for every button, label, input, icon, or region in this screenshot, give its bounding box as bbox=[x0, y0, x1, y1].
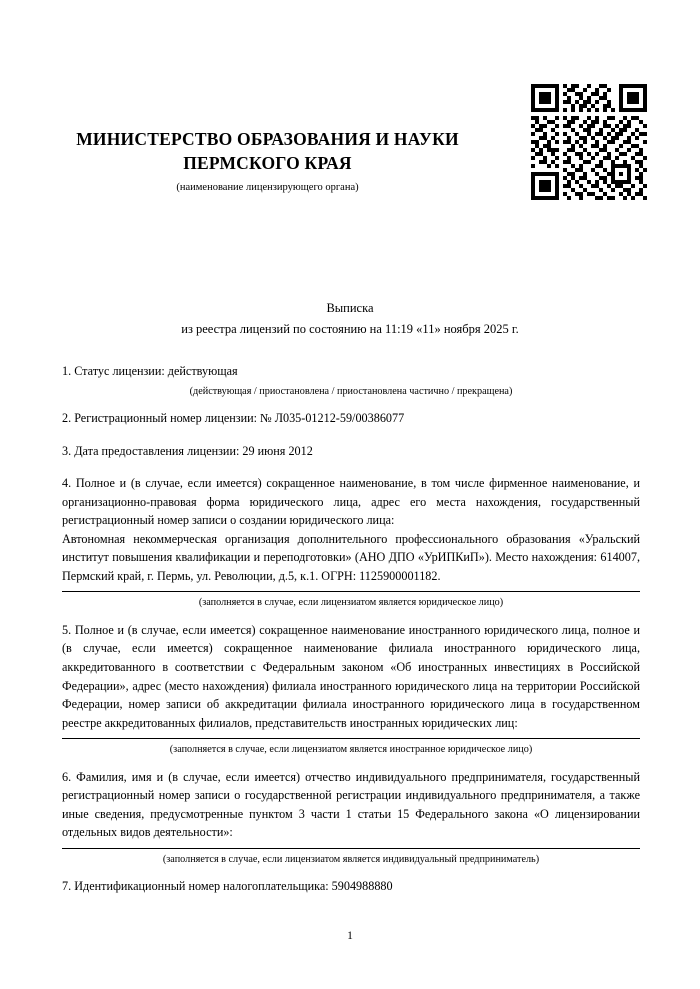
item-7 bbox=[62, 877, 640, 896]
qr-code-icon bbox=[531, 84, 647, 200]
item-5 bbox=[62, 621, 640, 758]
ministry-title-line2: ПЕРМСКОГО КРАЯ bbox=[183, 152, 352, 173]
item-5-divider bbox=[62, 738, 640, 739]
document-body bbox=[62, 362, 640, 902]
item-5-note: (заполняется в случае, если лицензиатом является иностранное юридическое лицо) bbox=[169, 744, 533, 756]
item-4 bbox=[62, 474, 640, 611]
ministry-title-line1: МИНИСТЕРСТВО ОБРАЗОВАНИЯ И НАУКИ bbox=[76, 129, 459, 149]
document-title-block bbox=[60, 298, 640, 341]
item-4-note: (заполняется в случае, если лицензиатом является юридическое лицо) bbox=[198, 597, 504, 609]
item-1 bbox=[62, 362, 640, 399]
page-number: 1 bbox=[347, 930, 353, 942]
item-5-text: 5. Полное и (в случае, если имеется) сокращенное наименование иностранного юридического лица, полное и (в случае, если имеется) сокращенное наименование филиала иностранного юридического лица, аккредитованного в соответствии с Федеральным законом «Об иностранных инвестициях в Российской Федерации», адрес (место нахождения) филиала иностранного юридического лица на территории Российской Федерации, номер записи об аккредитации филиала иностранного юридического лица в государственном реестре аккредитованных филиалов, представительств иностранных юридических лиц: bbox=[62, 622, 640, 730]
item-1-note: (действующая / приостановлена / приостановлена частично / прекращена) bbox=[189, 385, 513, 397]
item-4-divider bbox=[62, 591, 640, 592]
item-6-text: 6. Фамилия, имя и (в случае, если имеется) отчество индивидуального предпринимателя, государственный регистрационный номер записи о государственной регистрации индивидуального предпринимателя, а также иные сведения, предусмотренные пунктом 3 части 1 статьи 15 Федерального закона «О лицензировании отдельных видов деятельности»: bbox=[62, 769, 640, 840]
document-header bbox=[40, 128, 495, 193]
item-6-divider bbox=[62, 848, 640, 849]
item-3-text: 3. Дата предоставления лицензии: 29 июня 2012 bbox=[62, 443, 313, 458]
item-6 bbox=[62, 768, 640, 868]
item-2 bbox=[62, 409, 640, 428]
item-7-text: 7. Идентификационный номер налогоплательщика: 5904988880 bbox=[62, 879, 393, 894]
item-3 bbox=[62, 442, 640, 461]
document-subtitle: из реестра лицензий по состоянию на 11:19 «11» ноября 2025 г. bbox=[181, 322, 519, 337]
item-4-text: 4. Полное и (в случае, если имеется) сокращенное наименование, в том числе фирменное наименование, и организационно-правовая форма юридического лица, адрес его места нахождения, государственный регистрационный номер записи о создании юридического лица: bbox=[62, 476, 640, 528]
item-4-value: Автономная некоммерческая организация дополнительного профессионального образования «Уральский институт повышения квалификации и переподготовки» (АНО ДПО «УрИПКиП»). Место нахождения: 614007, Пермский край, г. Пермь, ул. Революции, д.5, к.1. ОГРН: 1125900001182. bbox=[62, 531, 640, 583]
item-6-note: (заполняется в случае, если лицензиатом является индивидуальный предприниматель) bbox=[162, 853, 540, 865]
item-2-text: 2. Регистрационный номер лицензии: № Л035-01212-59/00386077 bbox=[62, 411, 405, 426]
ministry-subtitle: (наименование лицензирующего органа) bbox=[176, 182, 359, 194]
document-title: Выписка bbox=[326, 301, 374, 315]
item-1-text: 1. Статус лицензии: действующая bbox=[62, 364, 238, 378]
